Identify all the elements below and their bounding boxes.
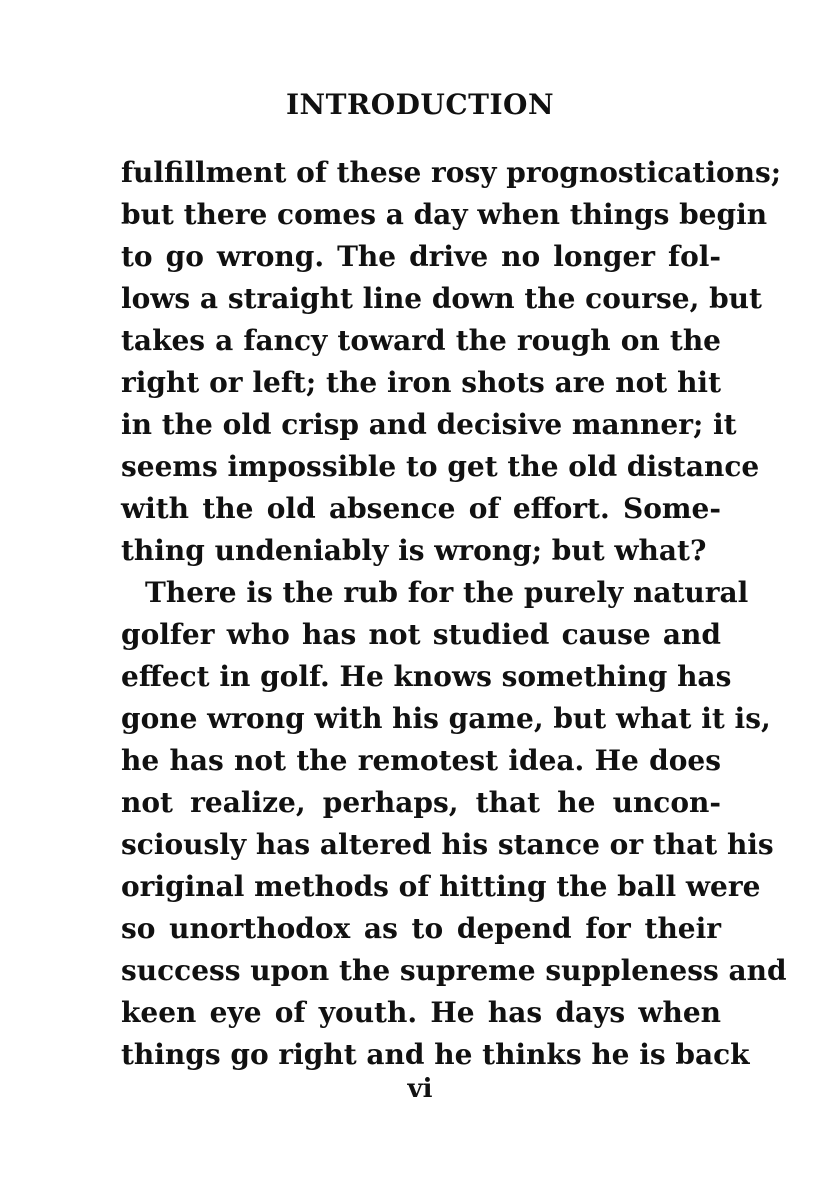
paragraph-end-line: thing undeniably is wrong; but what? xyxy=(121,534,707,567)
text-line: right or left; the iron shots are not hit xyxy=(121,366,721,399)
running-head: INTRODUCTION xyxy=(285,88,555,121)
text-line: gone wrong with his game, but what it is, xyxy=(121,702,771,735)
text-line: in the old crisp and decisive manner; it xyxy=(121,408,737,441)
text-line: lows a straight line down the course, but xyxy=(121,282,762,315)
text-line: he has not the remotest idea. He does xyxy=(121,744,721,777)
body-text xyxy=(121,152,787,1076)
text-line: fulfillment of these rosy prognostications; xyxy=(121,156,782,189)
text-line: seems impossible to get the old distance xyxy=(121,450,760,483)
text-line: original methods of hitting the ball were xyxy=(121,870,761,903)
text-line: takes a fancy toward the rough on the xyxy=(121,324,721,357)
page-number: vi xyxy=(407,1074,433,1104)
text-line: so unorthodox as to depend for their xyxy=(121,912,721,945)
text-line: but there comes a day when things begin xyxy=(121,198,768,231)
text-line: keen eye of youth. He has days when xyxy=(121,996,721,1029)
text-line: effect in golf. He knows something has xyxy=(121,660,732,693)
text-line: with the old absence of effort. Some- xyxy=(121,492,721,525)
text-line: success upon the supreme suppleness and xyxy=(121,954,787,987)
text-line: to go wrong. The drive no longer fol- xyxy=(121,240,721,273)
text-line: sciously has altered his stance or that his xyxy=(121,828,774,861)
text-line: not realize, perhaps, that he uncon- xyxy=(121,786,721,819)
text-line: things go right and he thinks he is back xyxy=(121,1038,750,1071)
paragraph-start-line: There is the rub for the purely natural xyxy=(145,576,749,609)
text-line: golfer who has not studied cause and xyxy=(121,618,721,651)
